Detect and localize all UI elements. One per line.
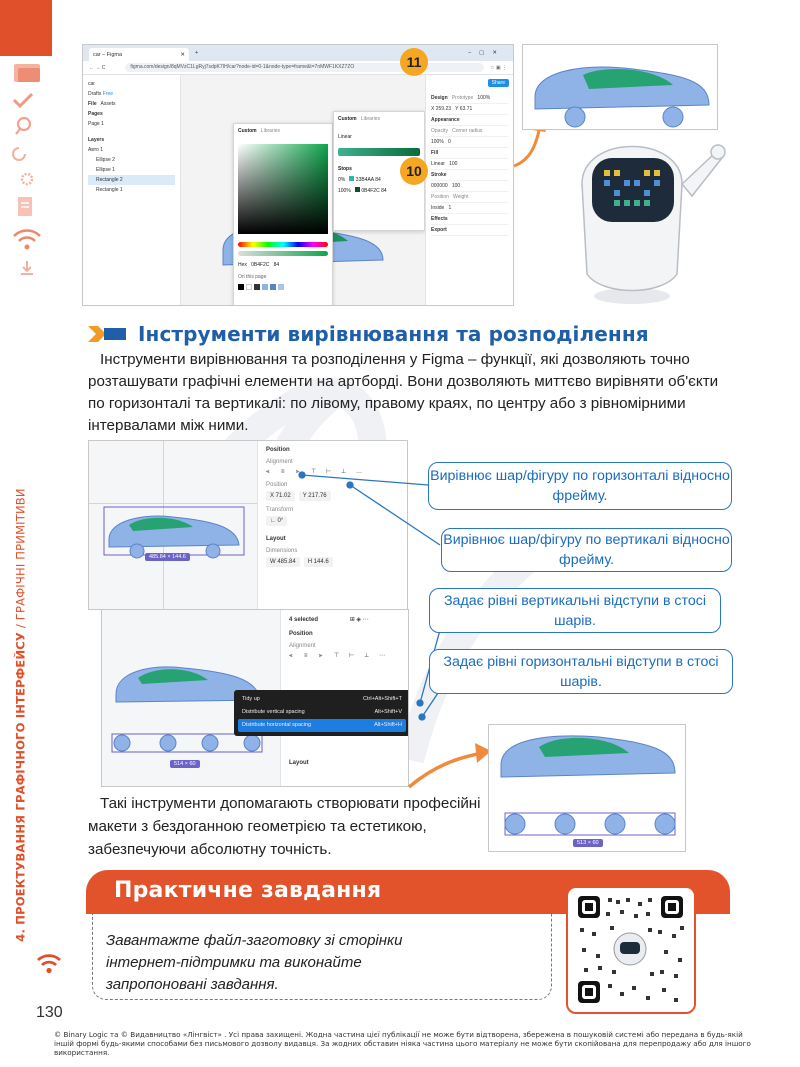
dimensions-label: Dimensions — [266, 548, 298, 554]
mode-tabs: Drafts Free — [88, 91, 114, 97]
figma-left-panel — [83, 75, 181, 305]
x-field[interactable]: X 71.02 — [266, 491, 295, 501]
alignment-label: Alignment — [266, 459, 293, 465]
layer-item[interactable]: Авто 1 — [88, 147, 104, 153]
align-h-center-icon: ≡ — [304, 653, 308, 659]
wifi-icon — [36, 952, 62, 974]
layer-item[interactable]: Rectangle 1 — [96, 187, 123, 193]
width-field[interactable]: W 485.84 — [266, 557, 300, 567]
fill-label: Fill — [431, 148, 508, 159]
menu-item-distribute-horizontal[interactable]: Distribute horizontal spacing Alt+Shift+H — [238, 719, 406, 732]
y-field[interactable]: Y 217.76 — [299, 491, 331, 501]
share-button[interactable]: Share — [488, 79, 509, 87]
gradient-stop[interactable]: 0% 33B4AA 84 — [338, 177, 381, 183]
gradient-car-result — [522, 44, 718, 130]
rotation-field[interactable]: ∟ 0° — [266, 516, 287, 526]
align-bottom-icon: ⊥ — [341, 469, 347, 475]
align-bottom-icon: ⊥ — [364, 653, 370, 659]
section-marker-icon — [88, 326, 126, 342]
panel-toolbar-icons[interactable]: ⊞ ◈ ⋯ — [349, 617, 369, 623]
callout-align-vertical: Вирівнює шар/фігуру по вертикалі відносно фрейму. — [441, 528, 732, 572]
chapter-title-vertical — [10, 460, 32, 970]
appearance-values[interactable]: 100% 0 — [431, 137, 508, 148]
step-badge-10: 10 — [400, 157, 428, 185]
position-label: Position — [266, 447, 290, 453]
hex-row[interactable]: Hex 0B4F2C 84 — [238, 262, 280, 268]
check-icon — [10, 92, 44, 108]
search-icon — [10, 116, 44, 136]
export-label: Export — [431, 225, 508, 236]
saturation-square[interactable] — [238, 144, 328, 234]
intro-paragraph: Інструменти вирівнювання та розподілення у Figma – функції, які дозволяють точно розташувати графічні елементи на артборді. Вони дозволяють миттєво вирівняти об'єкти по горизонталі та вертикалі: по лівому, правому краях, по центру або з рівномірними інтервалами між ними. — [88, 351, 719, 434]
task-text: Завантажте файл-заготовку зі сторінки інтернет-підтримки та виконайте запропоновані завдання. — [106, 932, 403, 993]
figma-workspace — [83, 75, 513, 305]
layout-label: Layout — [266, 536, 286, 542]
forward-icon[interactable]: → — [95, 64, 101, 71]
pages-label: Pages — [88, 111, 103, 117]
align-left-icon: ⫷ — [266, 469, 270, 475]
reload-icon[interactable]: C — [101, 64, 106, 71]
appearance-sublabels: Opacity Corner radius — [431, 126, 508, 137]
chapter-title: 4. ПРОЕКТУВАННЯ ГРАФІЧНОГО ІНТЕРФЕЙСУ — [14, 631, 29, 942]
appearance-label: Appearance — [431, 115, 508, 126]
position-sublabel: Position — [266, 482, 288, 488]
robot-illustration — [552, 124, 732, 306]
gradient-stop[interactable]: 100% 0B4F2C 84 — [338, 188, 387, 194]
align-v-center-icon: ⊢ — [326, 469, 332, 475]
car-illustration — [489, 725, 686, 852]
browser-tab[interactable] — [89, 48, 189, 61]
callout-distribute-vertical: Задає рівні вертикальні відступи в стосі шарів. — [429, 588, 721, 633]
figma-right-panel — [425, 75, 513, 305]
refresh-icon — [10, 144, 44, 162]
distributed-result — [488, 724, 686, 852]
qr-code-icon — [568, 888, 693, 1011]
menu-item-distribute-vertical[interactable]: Distribute vertical spacing Alt+Shift+V — [242, 709, 402, 715]
xy-row[interactable]: X 259.23 Y 63.71 — [431, 104, 508, 115]
on-page-label: On this page — [238, 274, 267, 280]
layout-label: Layout — [289, 760, 309, 766]
car-shape[interactable] — [103, 503, 245, 559]
chapter-subtitle: / ГРАФІЧНІ ПРИМІТИВИ — [14, 488, 29, 632]
callout-align-horizontal: Вирівнює шар/фігуру по горизонталі відносно фрейму. — [428, 462, 732, 510]
new-tab-icon[interactable]: + — [195, 50, 199, 56]
callout-distribute-horizontal: Задає рівні горизонтальні відступи в стосі шарів. — [429, 649, 733, 694]
align-top-icon: ⊤ — [311, 469, 317, 475]
hue-slider[interactable] — [238, 242, 328, 247]
more-icon: … — [356, 469, 362, 475]
folder-icon — [10, 62, 44, 84]
align-left-icon: ⫷ — [289, 653, 293, 659]
more-icon: ⋯ — [379, 653, 385, 659]
arrow-icon — [405, 735, 495, 795]
wifi-icon — [10, 226, 44, 252]
callout-connectors — [290, 455, 450, 755]
task-title: Практичне завдання — [114, 878, 382, 903]
effects-label: Effects — [431, 214, 508, 225]
picker-tabs[interactable]: Custom Libraries — [238, 128, 280, 134]
alignment-label: Alignment — [289, 643, 316, 649]
stroke-sublabels: Position Weight — [431, 192, 508, 203]
stroke-values[interactable]: Inside 1 — [431, 203, 508, 214]
menu-item-tidy-up[interactable]: Tidy up Ctrl+Alt+Shift+T — [242, 696, 402, 702]
gradient-tabs[interactable]: Custom Libraries — [338, 116, 380, 122]
window-controls[interactable]: –▢✕ — [468, 50, 505, 56]
size-tag: 514 × 60 — [170, 760, 200, 768]
qr-code[interactable] — [566, 886, 696, 1014]
conclusion-paragraph: Такі інструменти допомагають створювати професійні макети з бездоганною геометрією та естетикою, забезпечуючи абсолютну точність. — [88, 795, 481, 858]
section-title: Інструменти вирівнювання та розподілення — [138, 322, 649, 346]
design-tabs[interactable]: Design Prototype 100% — [431, 93, 508, 104]
size-tag: 513 × 60 — [573, 839, 603, 847]
transform-label: Transform — [266, 507, 294, 513]
fill-row[interactable]: Linear 100 — [431, 159, 508, 170]
align-h-center-icon: ≡ — [281, 469, 285, 475]
side-color-tab — [0, 0, 52, 56]
step-badge-11: 11 — [400, 48, 428, 76]
height-field[interactable]: H 144.6 — [304, 557, 333, 567]
layer-item[interactable]: Ellipse 1 — [96, 167, 115, 173]
color-picker[interactable] — [233, 123, 333, 306]
download-icon — [10, 260, 44, 276]
layers-label: Layers — [88, 137, 105, 143]
car-illustration — [523, 45, 718, 130]
position-label: Position — [289, 631, 313, 637]
gradient-mode[interactable]: Linear — [338, 134, 352, 140]
align-right-icon: ⫸ — [319, 653, 323, 659]
back-icon[interactable]: ← — [89, 64, 94, 71]
align-right-icon: ⫸ — [296, 469, 300, 475]
figma-browser-screenshot — [82, 44, 514, 306]
copyright-notice: © Binary Logic та © Видавництво «Лінгвіст» . Усі права захищені. Жодна частина цієї публікації не може бути відтворена, збережена в пошуковій системі або передана в будь-якій іншій формі будь-якими способами без письмового дозволу видавця. За жодних обставин ніяка частина цього матеріалу не може бути скопійована для перепродажу або для іншого використання. — [54, 1030, 751, 1057]
align-top-icon: ⊤ — [334, 653, 340, 659]
file-tabs[interactable]: File Assets — [88, 101, 116, 107]
gradient-bar[interactable] — [338, 148, 420, 156]
section-heading — [88, 322, 649, 346]
layer-item[interactable]: Ellipse 2 — [96, 157, 115, 163]
canvas-area — [89, 441, 259, 609]
page-item[interactable]: Page 1 — [88, 121, 104, 127]
file-name: car — [88, 81, 95, 87]
align-v-center-icon: ⊢ — [349, 653, 355, 659]
page-number: 130 — [36, 1004, 63, 1021]
stroke-row[interactable]: 000000 100 — [431, 181, 508, 192]
stroke-label: Stroke — [431, 170, 508, 181]
gear-icon — [10, 170, 44, 188]
browser-toolbar-icons[interactable]: ☆ ▣ ⋮ — [490, 64, 507, 71]
stops-label: Stops — [338, 166, 352, 172]
url-field[interactable]: figma.com/design/8qMVzC1LgRyj7sdpK7IH/car?node-id=0-1&node-type=frame&t=7nMWF1KXZ7ZO — [125, 63, 484, 72]
side-icon-column — [10, 62, 48, 284]
tab-title: car – Figma — [93, 51, 123, 58]
close-icon[interactable]: ✕ — [180, 51, 185, 58]
alpha-slider[interactable] — [238, 251, 328, 256]
layer-item[interactable]: Rectangle 2 — [88, 175, 175, 185]
document-icon — [10, 196, 44, 218]
selected-label: 4 selected ⊞ ◈ ⋯ — [289, 617, 369, 623]
browser-tab-bar — [83, 45, 513, 61]
address-bar — [83, 61, 513, 75]
swatches[interactable] — [238, 284, 328, 292]
size-tag: 485.84 × 144.6 — [145, 553, 190, 561]
